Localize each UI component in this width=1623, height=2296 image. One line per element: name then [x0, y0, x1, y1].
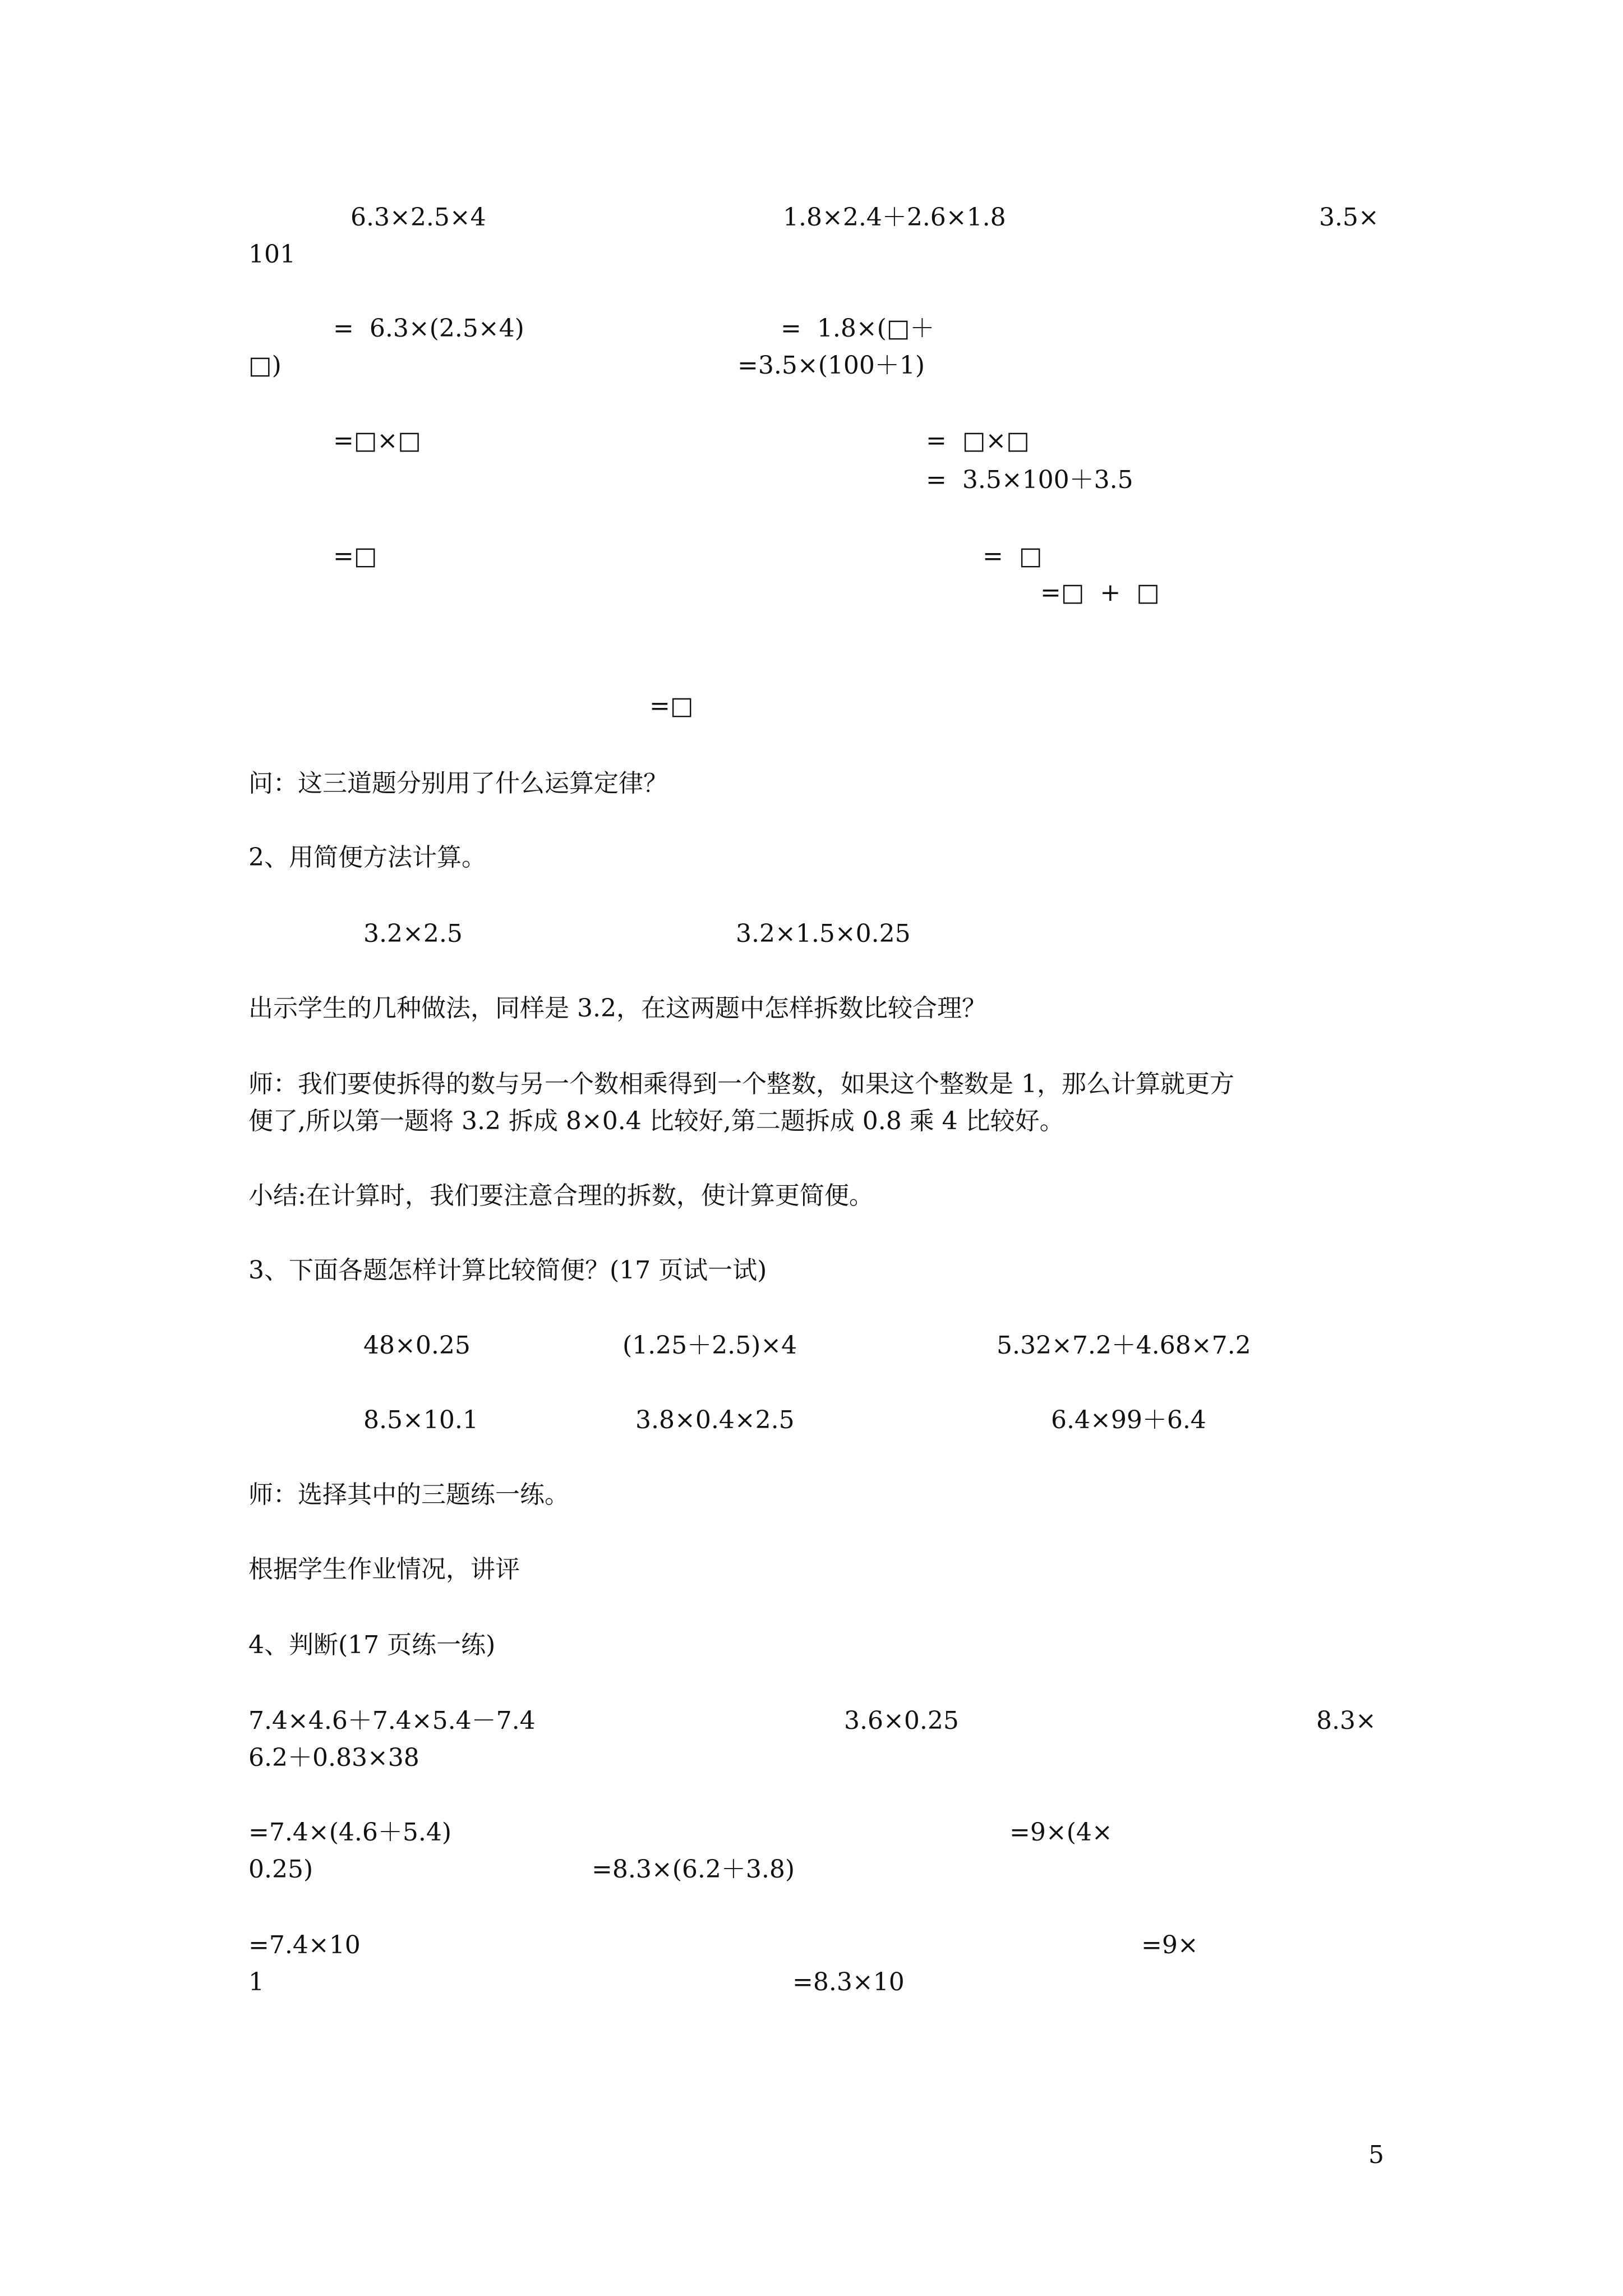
judge-step-1b-cont: 0.25) — [248, 1855, 313, 1884]
step-2a: =□×□ — [333, 426, 421, 455]
step-2c: = 3.5×100＋3.5 — [926, 466, 1133, 494]
judge-expr-a: 7.4×4.6＋7.4×5.4－7.4 — [248, 1706, 536, 1735]
step-2b: = □×□ — [926, 426, 1030, 455]
section-3-expr-f: 6.4×99＋6.4 — [1051, 1406, 1206, 1434]
summary: 小结:在计算时，我们要注意合理的拆数，使计算更简便。 — [248, 1181, 874, 1210]
step-1b: = 1.8×(□＋ — [781, 314, 935, 343]
section-3-expr-d: 8.5×10.1 — [363, 1406, 478, 1434]
judge-step-1b: =9×(4× — [1009, 1818, 1113, 1847]
section-3-expr-c: 5.32×7.2＋4.68×7.2 — [997, 1331, 1251, 1360]
step-1c: =3.5×(100＋1) — [737, 351, 925, 380]
paragraph-1: 出示学生的几种做法，同样是 3.2，在这两题中怎样拆数比较合理？ — [248, 994, 986, 1023]
paragraph-4: 根据学生作业情况，讲评 — [248, 1555, 520, 1584]
judge-expr-b: 3.6×0.25 — [844, 1706, 959, 1735]
page-number: 5 — [1368, 2141, 1384, 2169]
judge-expr-c-start: 8.3× — [1316, 1706, 1376, 1735]
step-3c: =□ + □ — [1040, 578, 1160, 607]
section-2-expr-a: 3.2×2.5 — [363, 919, 463, 948]
section-2-title: 2、用简便方法计算。 — [248, 843, 486, 872]
step-1a: = 6.3×(2.5×4) — [333, 314, 524, 343]
judge-step-1a: =7.4×(4.6＋5.4) — [248, 1818, 451, 1847]
judge-step-1c: =8.3×(6.2＋3.8) — [592, 1855, 795, 1884]
step-4c: =□ — [649, 692, 694, 720]
judge-step-2b-cont: 1 — [248, 1968, 264, 1996]
expr-1: 6.3×2.5×4 — [351, 203, 486, 232]
paragraph-2-line-1: 师：我们要使拆得的数与另一个数相乘得到一个整数，如果这个整数是 1，那么计算就更方 — [248, 1070, 1234, 1098]
step-1b-cont: □) — [248, 351, 282, 380]
expr-3-start: 3.5× — [1319, 203, 1379, 232]
section-2-expr-b: 3.2×1.5×0.25 — [736, 919, 911, 948]
judge-step-2a: =7.4×10 — [248, 1931, 361, 1959]
step-3a: =□ — [333, 542, 377, 570]
paragraph-2-line-2: 便了,所以第一题将 3.2 拆成 8×0.4 比较好,第二题拆成 0.8 乘 4 比较好。 — [248, 1107, 1064, 1135]
expr-3-end: 101 — [248, 240, 296, 269]
section-4-title: 4、判断(17 页练一练) — [248, 1631, 496, 1659]
step-3b: = □ — [983, 542, 1043, 570]
section-3-expr-a: 48×0.25 — [363, 1331, 471, 1360]
section-3-title: 3、下面各题怎样计算比较简便？(17 页试一试) — [248, 1256, 767, 1285]
judge-step-2b: =9× — [1141, 1931, 1198, 1959]
section-3-expr-b: (1.25＋2.5)×4 — [623, 1331, 797, 1360]
section-3-expr-e: 3.8×0.4×2.5 — [635, 1406, 795, 1434]
question-1: 问：这三道题分别用了什么运算定律？ — [248, 769, 668, 798]
judge-step-2c: =8.3×10 — [792, 1968, 905, 1996]
paragraph-3: 师：选择其中的三题练一练。 — [248, 1480, 569, 1509]
judge-expr-c-end: 6.2＋0.83×38 — [248, 1743, 419, 1772]
expr-2: 1.8×2.4＋2.6×1.8 — [783, 203, 1006, 232]
